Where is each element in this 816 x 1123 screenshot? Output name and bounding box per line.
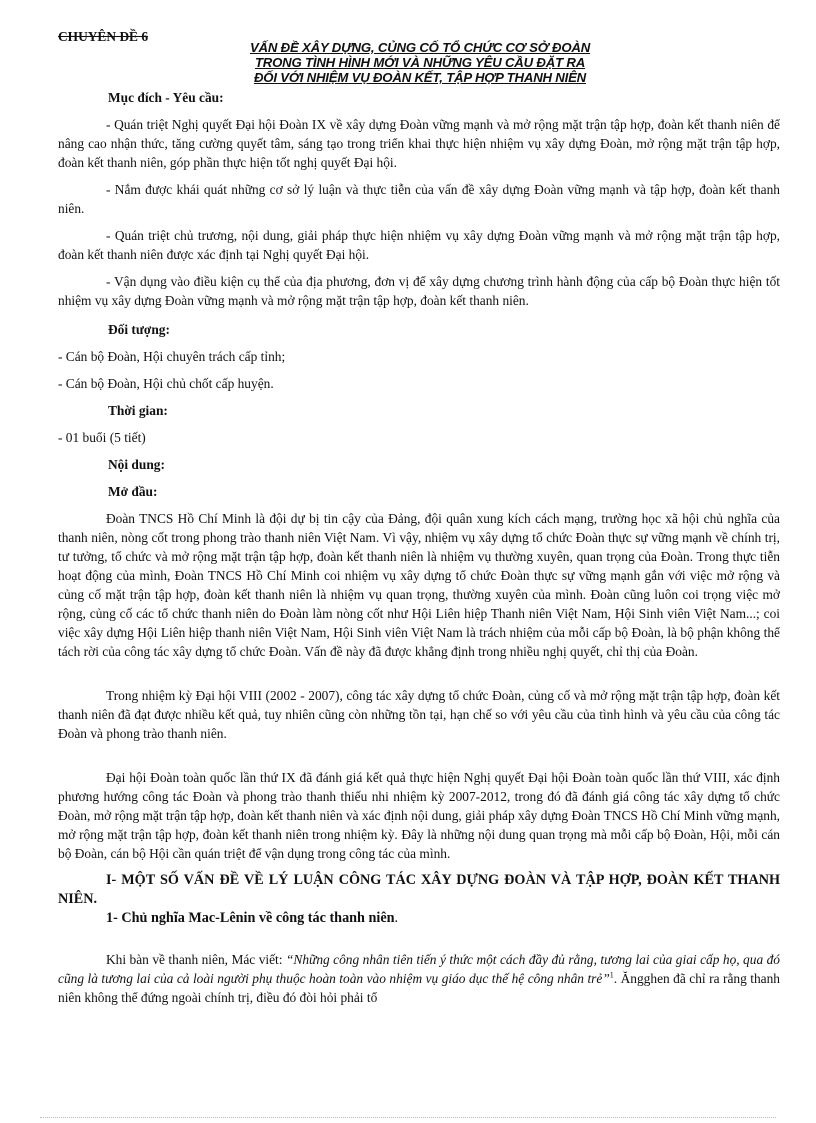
purpose-item: - Nắm được khái quát những cơ sở lý luận và thực tiễn của vấn đề xây dựng Đoàn vững mạnh và tập hợp, đoàn kết thanh niên. [58,182,780,216]
intro-heading: Mở đầu: [108,484,158,499]
time-heading: Thời gian: [108,403,168,418]
subsection-heading-text: 1- Chủ nghĩa Mac-Lênin về công tác thanh niên [106,910,395,926]
marx-quote: “Những công nhân tiên tiến ý thức một cách đầy đủ rằng, tương lai của giai cấp họ, qua đó cũng là tương lai của cả loài người phụ thuộc hoàn toàn vào nhiệm vụ giáo dục thế hệ công nhân trẻ” [58,952,780,986]
time-value: - 01 buổi (5 tiết) [58,430,146,445]
purpose-item: - Quán triệt chủ trương, nội dung, giải pháp thực hiện nhiệm vụ xây dựng Đoàn vững mạnh và mở rộng mặt trận tập hợp, đoàn kết thanh niên được xác định tại Nghị quyết Đại hội. [58,228,780,262]
subsection-heading-tail: . [394,910,399,926]
audience-item: - Cán bộ Đoàn, Hội chuyên trách cấp tỉnh; [58,349,286,364]
intro-paragraph: Đoàn TNCS Hồ Chí Minh là đội dự bị tin cậy của Đảng, đội quân xung kích cách mạng, trường học xã hội chủ nghĩa của thanh niên, nòng cốt trong phong trào thanh niên Việt Nam. Vì vậy, nhiệm vụ xây dựng tổ chức Đoàn thực sự vững mạnh về chính trị, tư tưởng, tổ chức và mở rộng mặt trận tập hợp, đoàn kết thanh niên là nhiệm vụ thường xuyên, quan trọng của Đoàn. Trong thực tiễn hoạt động của mình, Đoàn TNCS Hồ Chí Minh coi nhiệm vụ xây dựng tổ chức Đoàn thực sự vững mạnh gắn với việc mở rộng và củng cố mặt trận tập hợp, đoàn kết thanh niên là nhiệm vụ quan trọng, thường xuyên của mình. Đoàn cũng luôn coi trọng việc mở rộng, củng cố các tổ chức thanh niên do Đoàn làm nòng cốt như Hội Liên hiệp Thanh niên Việt Nam, Hội Sinh viên Việt Nam...; coi việc xây dựng Hội Liên hiệp thanh niên Việt Nam, Hội Sinh viên Việt Nam là trách nhiệm của mỗi cấp bộ Đoàn, là bộ phận không thể tách rời của công tác xây dựng tổ chức Đoàn. Vấn đề này đã được khẳng định trong nhiều nghị quyết, chỉ thị của Đoàn. [58,511,780,659]
section-heading: I- MỘT SỐ VẤN ĐỀ VỀ LÝ LUẬN CÔNG TÁC XÂY DỰNG ĐOÀN VÀ TẬP HỢP, ĐOÀN KẾT THANH NIÊN. [58,872,780,907]
audience-item: - Cán bộ Đoàn, Hội chủ chốt cấp huyện. [58,376,274,391]
title-line: VẤN ĐỀ XÂY DỰNG, CỦNG CỐ TỔ CHỨC CƠ SỞ ĐOÀN [249,40,591,55]
footnote-ref[interactable]: 1 [609,970,614,980]
section-paragraph [58,950,780,1007]
title-line: TRONG TÌNH HÌNH MỚI VÀ NHỮNG YÊU CẦU ĐẶT RA [254,55,586,70]
purpose-item: - Quán triệt Nghị quyết Đại hội Đoàn IX về xây dựng Đoàn vững mạnh và mở rộng mặt trận tập hợp, đoàn kết thanh niên để nâng cao nhận thức, tăng cường quyết tâm, sáng tạo trong triển khai thực hiện nhiệm vụ xây dựng Đoàn, mở rộng mặt trận tập hợp, đoàn kết thanh niên, góp phần thực hiện tốt nghị quyết Đại hội. [58,117,780,170]
paragraph-tail: . Ăngghen đã chỉ ra rằng thanh niên không thể đứng ngoài chính trị, điều đó đòi hỏi phải tổ [58,971,781,1005]
title-line: ĐỐI VỚI NHIỆM VỤ ĐOÀN KẾT, TẬP HỢP THANH NIÊN [253,70,587,85]
purpose-heading: Mục đích - Yêu cầu: [108,90,224,105]
topic-number: CHUYÊN ĐỀ 6 [58,29,149,44]
content-heading: Nội dung: [108,457,165,472]
document-body [58,88,780,1007]
subsection-heading [106,909,780,928]
page-bottom-divider [40,1117,776,1118]
audience-heading: Đối tượng: [108,322,170,337]
paragraph-lead: Khi bàn về thanh niên, Mác viết: [106,952,286,967]
intro-paragraph: Trong nhiệm kỳ Đại hội VIII (2002 - 2007), công tác xây dựng tổ chức Đoàn, củng cố và mở rộng mặt trận tập hợp, đoàn kết thanh niên đã đạt được nhiều kết quả, tuy nhiên cũng còn những tồn tại, hạn chế so với yêu cầu của tình hình và yêu cầu của công tác Đoàn và phong trào thanh niên. [58,688,780,741]
intro-paragraph: Đại hội Đoàn toàn quốc lần thứ IX đã đánh giá kết quả thực hiện Nghị quyết Đại hội Đoàn toàn quốc lần thứ VIII, xác định phương hướng công tác Đoàn và phong trào thanh thiếu nhi nhiệm kỳ 2007-2012, trong đó đã đánh giá công tác xây dựng tổ chức Đoàn, mở rộng mặt trận tập hợp, đoàn kết thanh niên và xác định nội dung, giải pháp xây dựng Đoàn TNCS Hồ Chí Minh vững mạnh, mở rộng mặt trận tập hợp, đoàn kết thanh niên trong nhiệm kỳ. Đây là những nội dung quan trọng mà mỗi cấp bộ Đoàn, Hội, mỗi cán bộ Đoàn, cán bộ Hội cần quán triệt để vận dụng trong công tác của mình. [58,770,780,861]
purpose-item: - Vận dụng vào điều kiện cụ thể của địa phương, đơn vị để xây dựng chương trình hành động của cấp bộ Đoàn thực hiện tốt nhiệm vụ xây dựng Đoàn vững mạnh và mở rộng mặt trận tập hợp, đoàn kết thanh niên. [58,274,780,308]
document-title [200,40,640,85]
